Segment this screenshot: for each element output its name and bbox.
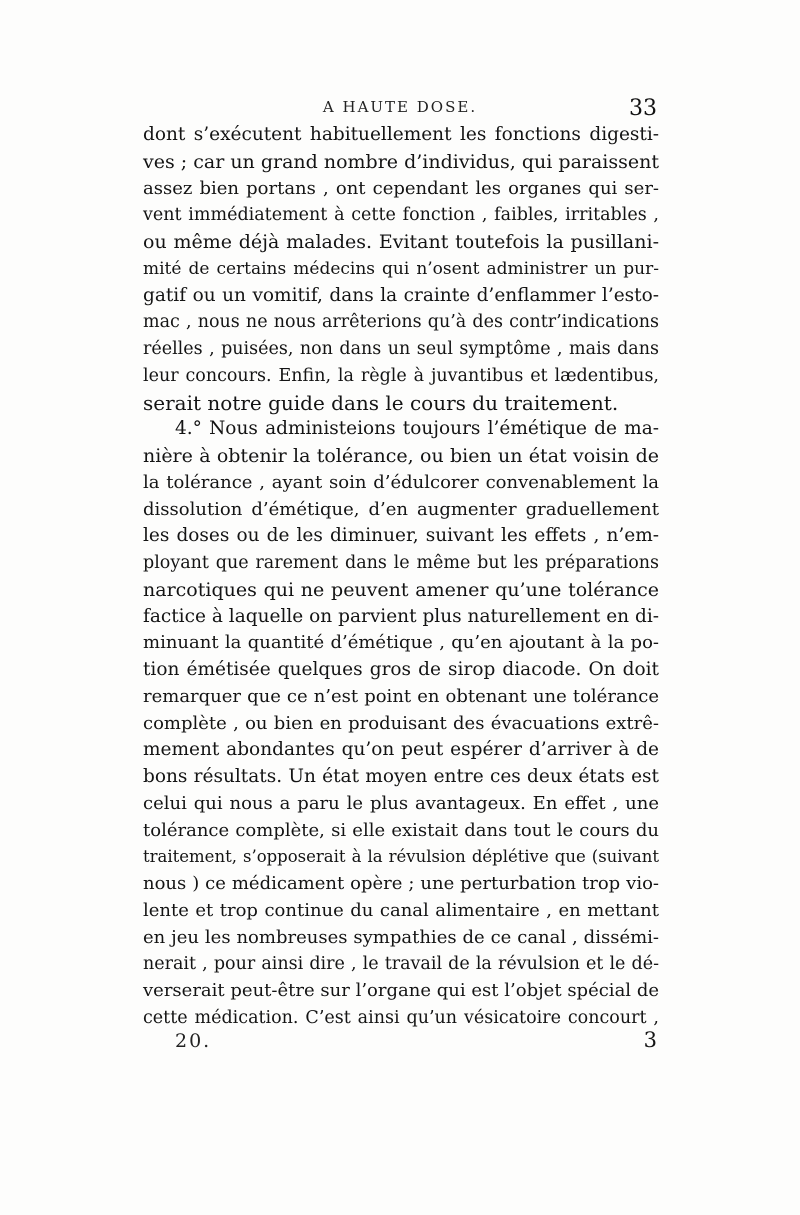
text-line: gatif ou un vomitif, dans la crainte d’enflammer l’esto-: [143, 284, 659, 306]
text-line: cette médication. C’est ainsi qu’un vésicatoire concourt ,: [143, 1007, 659, 1028]
text-line: nière à obtenir la tolérance, ou bien un état voisin de: [143, 445, 659, 467]
text-line: lente et trop continue du canal alimentaire , en mettant: [143, 899, 659, 921]
text-line: complète , ou bien en produisant des évacuations extrê-: [143, 712, 659, 734]
text-line: remarquer que ce n’est point en obtenant une tolérance: [143, 685, 659, 707]
running-head-title: A HAUTE DOSE.: [322, 98, 478, 116]
text-line: leur concours. Enfin, la règle à juvantibus et lædentibus,: [143, 365, 659, 386]
text-line: vent immédiatement à cette fonction , faibles, irritables ,: [143, 205, 659, 226]
text-line: ves ; car un grand nombre d’individus, qui paraissent: [143, 150, 659, 173]
text-line: nerait , pour ainsi dire , le travail de la révulsion et le dé-: [143, 954, 659, 975]
text-line: mité de certains médecins qui n’osent administrer un pur-: [143, 258, 659, 279]
text-line: réelles , puisées, non dans un seul symptôme , mais dans: [143, 339, 659, 359]
page-number: 33: [629, 96, 657, 121]
text-line: dissolution d’émétique, d’en augmenter graduellement: [143, 498, 659, 520]
body-text: [143, 122, 659, 1032]
text-line: nous ) ce médicament opère ; une perturbation trop vio-: [143, 873, 659, 894]
text-line: assez bien portans , ont cependant les organes qui ser-: [143, 177, 659, 199]
text-line: traitement, s’opposerait à la révulsion déplétive que (suivant: [143, 847, 659, 867]
text-line: tolérance complète, si elle existait dans tout le cours du: [143, 819, 659, 841]
text-line: dont s’exécutent habituellement les fonctions digesti-: [143, 124, 659, 145]
paragraph-start-line: 4.° Nous administeions toujours l’émétique de ma-: [175, 418, 659, 440]
text-line: la tolérance , ayant soin d’édulcorer convenablement la: [143, 471, 659, 493]
page-footer: [143, 1028, 657, 1056]
text-line: bons résultats. Un état moyen entre ces deux états est: [143, 766, 659, 787]
text-line: ployant que rarement dans le même but les préparations: [143, 553, 659, 573]
text-line: minuant la quantité d’émétique , qu’en ajoutant à la po-: [143, 632, 659, 654]
text-line: celui qui nous a paru le plus avantageux. En effet , une: [143, 792, 659, 814]
signature-number: 3: [643, 1028, 657, 1052]
text-line: en jeu les nombreuses sympathies de ce canal , dissémi-: [143, 926, 659, 948]
paragraph-end-line: serait notre guide dans le cours du traitement.: [143, 390, 619, 415]
text-line: ou même déjà malades. Evitant toutefois la pusillani-: [143, 231, 659, 253]
text-line: mac , nous ne nous arrêterions qu’à des contr’indications: [143, 312, 659, 333]
text-line: verserait peut-être sur l’organe qui est l’objet spécial de: [143, 980, 659, 1001]
text-line: tion émétisée quelques gros de sirop diacode. On doit: [143, 659, 659, 680]
text-line: factice à laquelle on parvient plus naturellement en di-: [143, 605, 659, 627]
signature-mark: 20.: [175, 1030, 212, 1052]
text-line: les doses ou de les diminuer, suivant les effets , n’em-: [143, 525, 659, 547]
text-line: mement abondantes qu’on peut espérer d’arriver à de: [143, 739, 659, 761]
text-line: narcotiques qui ne peuvent amener qu’une tolérance: [143, 578, 659, 601]
